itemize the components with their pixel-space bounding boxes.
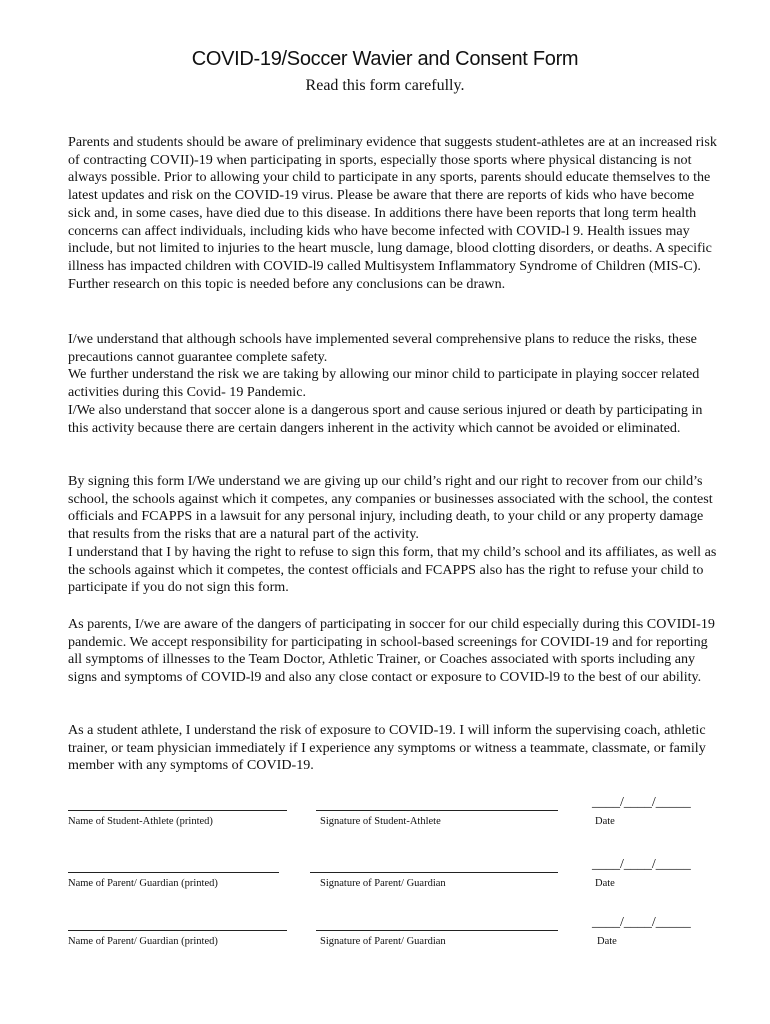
student-signature-line[interactable] (316, 810, 558, 811)
paragraph-dangerous-sport: I/We also understand that soccer alone is a dangerous sport and cause serious injured or death by participating in this activity because there are certain dangers inherent in the activity which cannot be avoided or eliminated. (68, 402, 703, 436)
student-name-label: Name of Student-Athlete (printed) (68, 816, 213, 827)
paragraph-risk-acknowledgement: We further understand the risk we are taking by allowing our minor child to participate in playing soccer related activities during this Covid- 19 Pandemic. (68, 366, 700, 400)
parent1-name-line[interactable] (68, 872, 279, 873)
parent1-signature-line[interactable] (310, 872, 558, 873)
parent2-signature-line[interactable] (316, 930, 558, 931)
paragraph-risk-evidence: Parents and students should be aware of preliminary evidence that suggests student-athletes are at an increased risk of contracting COVII)-19 when participating in sports, especially those sports where physical distancing is not always possible. Prior to allowing your child to participate in any sports, parents should educate themselves to the latest updates and risk on the COVID-19 virus. Please be aware that there are reports of kids who have become sick and, in some cases, have died due to this disease. In additions there have been reports that long term health concerns can affect individuals, including kids who have become infected with COVID-l 9. Health issues may include, but not limited to injuries to the heart muscle, lung damage, blood clotting disorders, or deaths. A specific illness has impacted children with COVID-l9 called Multisystem Inflammatory Syndrome of Children (MIS-C). Further research on this topic is needed before any conclusions can be drawn. (68, 134, 717, 292)
student-date-field[interactable]: ____/____/_____ (592, 795, 691, 810)
student-signature-label: Signature of Student-Athlete (320, 816, 441, 827)
parent2-date-field[interactable]: ____/____/_____ (592, 915, 691, 930)
parent1-name-label: Name of Parent/ Guardian (printed) (68, 878, 218, 889)
paragraph-waiver-of-rights: By signing this form I/We understand we are giving up our child’s right and our right to recover from our child’s school, the schools against which it competes, any companies or businesses associated with the school, the contest officials and FCAPPS in a lawsuit for any personal injury, including death, to your child or any property damage that results from the risks that are a natural part of the activity. (68, 473, 713, 543)
signature-row-student (0, 795, 770, 840)
form-title: COVID-19/Soccer Wavier and Consent Form (191, 48, 579, 70)
student-name-line[interactable] (68, 810, 287, 811)
parent2-name-label: Name of Parent/ Guardian (printed) (68, 936, 218, 947)
parent1-date-field[interactable]: ____/____/_____ (592, 857, 691, 872)
parent2-date-label: Date (597, 936, 617, 947)
paragraph-student-athlete: As a student athlete, I understand the risk of exposure to COVID-19. I will inform the supervising coach, athletic trainer, or team physician immediately if I experience any symptoms or witness a teammate, classmate, or family member with any symptoms of COVID-19. (68, 722, 706, 774)
form-subtitle: Read this form carefully. (305, 77, 465, 94)
student-date-label: Date (595, 816, 615, 827)
parent1-signature-label: Signature of Parent/ Guardian (320, 878, 446, 889)
signature-row-parent-1 (0, 857, 770, 902)
paragraph-parent-responsibility: As parents, I/we are aware of the dangers of participating in soccer for our child especially during this COVIDI-19 pandemic. We accept responsibility for participating in school-based screenings for COVIDI-19 and for reporting all symptoms of illnesses to the Team Doctor, Athletic Trainer, or Coaches associated with sports including any signs and symptoms of COVID-l9 and also any close contact or exposure to COVID-l9 to the best of our ability. (68, 616, 715, 686)
parent1-date-label: Date (595, 878, 615, 889)
parent2-signature-label: Signature of Parent/ Guardian (320, 936, 446, 947)
parent2-name-line[interactable] (68, 930, 287, 931)
signature-row-parent-2 (0, 915, 770, 960)
paragraph-right-to-refuse: I understand that I by having the right to refuse to sign this form, that my child’s school and its affiliates, as well as the schools against which it competes, the contest officials and FCAPPS also has the right to refuse your child to participate if you do not sign this form. (68, 544, 717, 596)
paragraph-precautions: I/we understand that although schools have implemented several comprehensive plans to reduce the risks, these precautions cannot guarantee complete safety. (68, 331, 697, 365)
